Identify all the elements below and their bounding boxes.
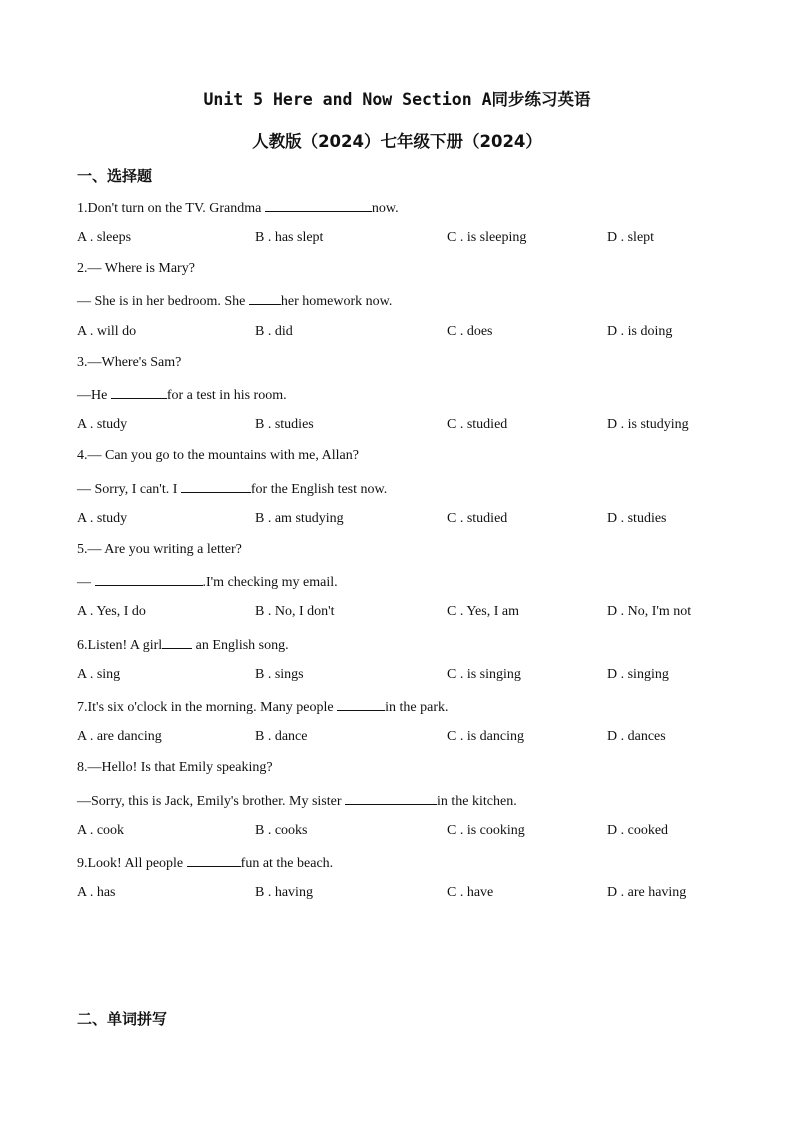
option-c[interactable]: C . Yes, I am <box>447 604 519 619</box>
option-d[interactable]: D . slept <box>607 230 655 245</box>
question-stem: — Sorry, I can't. I for the English test now. <box>77 479 387 499</box>
option-d[interactable]: D . is doing <box>607 324 673 339</box>
option-c[interactable]: C . is sleeping <box>447 230 527 245</box>
option-c[interactable]: C . is singing <box>447 667 521 682</box>
question-stem: —He for a test in his room. <box>77 385 287 405</box>
option-b[interactable]: B . did <box>255 324 293 339</box>
answer-blank <box>162 635 192 649</box>
option-b[interactable]: B . dance <box>255 729 308 744</box>
question-stem: — She is in her bedroom. She her homework now. <box>77 291 392 311</box>
option-a[interactable]: A . sing <box>77 667 121 682</box>
question-prompt: 2.— Where is Mary? <box>77 261 195 276</box>
answer-blank <box>95 572 203 586</box>
option-a[interactable]: A . has <box>77 885 116 900</box>
answer-blank <box>345 791 437 805</box>
question-stem: —Sorry, this is Jack, Emily's brother. My sister in the kitchen. <box>77 791 517 811</box>
option-c[interactable]: C . studied <box>447 417 508 432</box>
answer-blank <box>265 198 372 212</box>
option-b[interactable]: B . studies <box>255 417 314 432</box>
document-title: Unit 5 Here and Now Section A同步练习英语 <box>203 90 591 109</box>
option-a[interactable]: A . are dancing <box>77 729 162 744</box>
option-b[interactable]: B . sings <box>255 667 304 682</box>
question-prompt: 5.— Are you writing a letter? <box>77 542 242 557</box>
option-d[interactable]: D . dances <box>607 729 666 744</box>
question-stem: 1.Don't turn on the TV. Grandma now. <box>77 198 399 218</box>
option-d[interactable]: D . singing <box>607 667 669 682</box>
question-stem: 6.Listen! A girl an English song. <box>77 635 289 655</box>
option-d[interactable]: D . cooked <box>607 823 669 838</box>
section-heading-multiple-choice: 一、选择题 <box>77 167 153 185</box>
option-c[interactable]: C . does <box>447 324 493 339</box>
option-b[interactable]: B . No, I don't <box>255 604 335 619</box>
option-b[interactable]: B . cooks <box>255 823 308 838</box>
question-prompt: 3.—Where's Sam? <box>77 355 182 370</box>
option-d[interactable]: D . are having <box>607 885 687 900</box>
question-prompt: 4.— Can you go to the mountains with me, Allan? <box>77 448 359 463</box>
option-a[interactable]: A . will do <box>77 324 137 339</box>
option-d[interactable]: D . No, I'm not <box>607 604 692 619</box>
question-stem: — .I'm checking my email. <box>77 572 338 592</box>
option-a[interactable]: A . study <box>77 511 128 526</box>
answer-blank <box>249 291 281 305</box>
option-b[interactable]: B . am studying <box>255 511 344 526</box>
option-c[interactable]: C . have <box>447 885 494 900</box>
question-stem: 9.Look! All people fun at the beach. <box>77 853 333 873</box>
option-d[interactable]: D . is studying <box>607 417 689 432</box>
option-c[interactable]: C . is cooking <box>447 823 525 838</box>
document-subtitle: 人教版（2024）七年级下册（2024） <box>252 132 542 151</box>
question-prompt: 8.—Hello! Is that Emily speaking? <box>77 760 273 775</box>
section-heading-spelling: 二、单词拼写 <box>77 1010 168 1028</box>
answer-blank <box>181 479 251 493</box>
answer-blank <box>187 853 241 867</box>
option-a[interactable]: A . Yes, I do <box>77 604 146 619</box>
option-a[interactable]: A . study <box>77 417 128 432</box>
option-c[interactable]: C . studied <box>447 511 508 526</box>
option-d[interactable]: D . studies <box>607 511 667 526</box>
option-b[interactable]: B . has slept <box>255 230 324 245</box>
option-a[interactable]: A . sleeps <box>77 230 132 245</box>
option-c[interactable]: C . is dancing <box>447 729 524 744</box>
answer-blank <box>337 697 385 711</box>
option-a[interactable]: A . cook <box>77 823 125 838</box>
question-stem: 7.It's six o'clock in the morning. Many people in the park. <box>77 697 449 717</box>
answer-blank <box>111 385 167 399</box>
option-b[interactable]: B . having <box>255 885 313 900</box>
